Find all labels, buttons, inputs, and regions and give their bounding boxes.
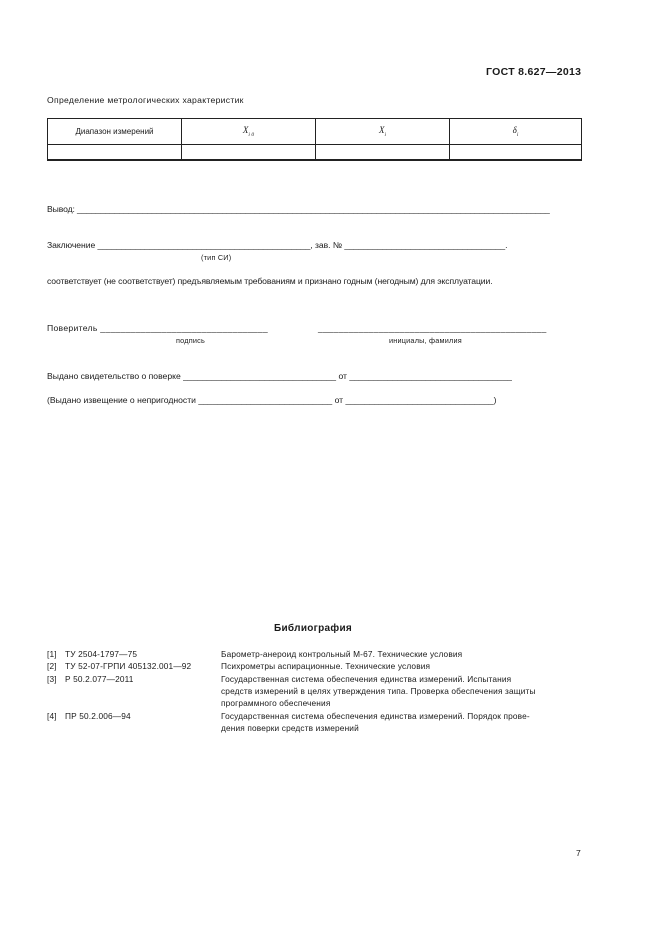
bib-ref: Р 50.2.077—2011 [65,674,134,684]
conclusion-field[interactable]: Вывод: _____________________________________________________________________________________________________ [47,204,550,214]
type-si-caption: (тип СИ) [201,253,232,262]
bib-text: Психрометры аспирационные. Технические условия [221,661,431,671]
table-header-row [48,119,582,145]
bib-ref: ПР 50.2.006—94 [65,711,131,721]
table-cell[interactable] [48,145,182,161]
col-range-header [48,119,182,145]
xi0-letter: X [242,125,249,136]
bibliography-title: Библиография [274,623,353,634]
table-cell[interactable] [450,145,582,161]
table-cell[interactable] [182,145,316,161]
metrology-table [47,118,582,161]
initials-caption: инициалы, фамилия [389,336,462,345]
col-xi-header [316,119,450,145]
verifier-signature-field[interactable]: Поверитель _________________________________ [47,323,268,333]
bib-text: Государственная система обеспечения единства измерений. Испытания [221,674,512,684]
verifier-name-field[interactable]: _____________________________________________ [318,323,547,333]
section-title: Определение метрологических характеристик [47,95,244,105]
zakl-field[interactable]: Заключение _____________________________________________, зав. № __________________________________. [47,240,508,250]
col-xi0-header [182,119,316,145]
page-number: 7 [576,848,582,858]
delta-symbol [512,125,519,138]
xi0-subscript: i 0 [248,131,255,138]
bib-text-cont: программного обеспечения [221,698,331,708]
bib-num: [3] [47,674,57,684]
bib-text-cont: дения поверки средств измерений [221,723,359,733]
delta-letter: δ [512,125,517,136]
bib-text: Барометр-анероид контрольный М-67. Технические условия [221,649,463,659]
bib-text-cont: средств измерений в целях утверждения типа. Проверка обеспечения защиты [221,686,536,696]
delta-subscript: i [516,131,519,138]
col-delta-header [450,119,582,145]
bib-ref: ТУ 52-07-ГРПИ 405132.001—92 [65,661,192,671]
col-range-label: Диапазон измерений [75,127,154,136]
bib-text: Государственная система обеспечения единства измерений. Порядок прове- [221,711,530,721]
bib-ref: ТУ 2504-1797—75 [65,649,138,659]
document-code: ГОСТ 8.627—2013 [486,66,582,78]
xi-letter: X [378,125,385,136]
bib-num: [2] [47,661,57,671]
certificate-field[interactable]: Выдано свидетельство о поверке ________________________________ от __________________________________ [47,371,512,381]
xi-symbol [378,125,387,138]
table-cell[interactable] [316,145,450,161]
xi-subscript: i [384,131,387,138]
bib-num: [1] [47,649,57,659]
xi0-symbol [242,125,255,138]
table-row [48,145,582,161]
bib-num: [4] [47,711,57,721]
notice-field[interactable]: (Выдано извещение о непригодности ____________________________ от _______________________________) [47,395,497,405]
signature-caption: подпись [176,336,205,345]
compliance-text: соответствует (не соответствует) предъявляемым требованиям и признано годным (негодным) для эксплуатации. [47,276,493,286]
